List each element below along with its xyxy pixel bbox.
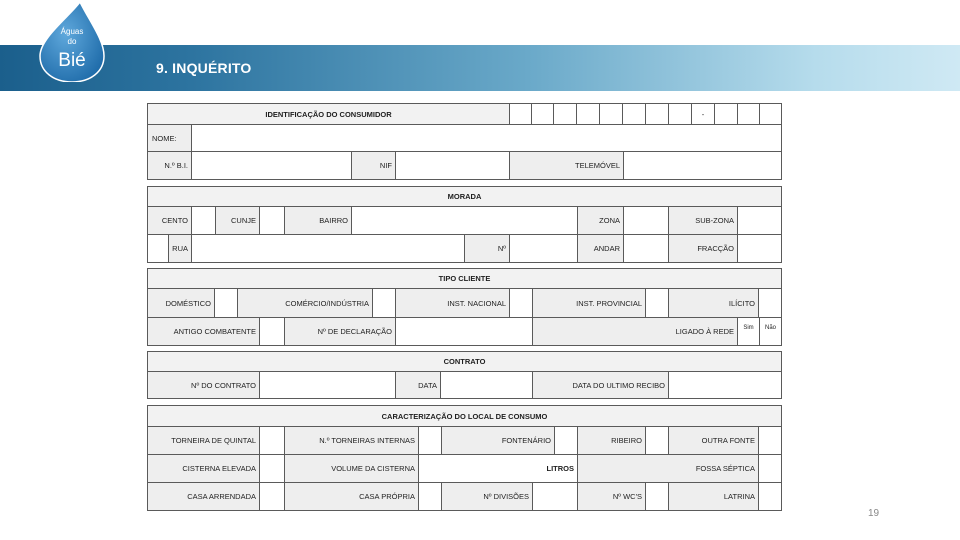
fraccao-label: FRACÇÃO xyxy=(668,234,738,263)
torneiras-internas-field[interactable] xyxy=(418,426,442,455)
rua-field[interactable] xyxy=(191,234,465,263)
casa-arrendada-checkbox[interactable] xyxy=(259,482,285,511)
numero-field[interactable] xyxy=(509,234,578,263)
id-digit-box[interactable] xyxy=(737,103,760,125)
bairro-label: BAIRRO xyxy=(284,206,352,235)
fontenario-checkbox[interactable] xyxy=(554,426,578,455)
inst-provincial-checkbox[interactable] xyxy=(645,288,669,318)
telemovel-field[interactable] xyxy=(623,151,782,180)
ribeiro-checkbox[interactable] xyxy=(645,426,669,455)
inst-provincial-label: INST. PROVINCIAL xyxy=(532,288,646,318)
data-label: DATA xyxy=(395,371,441,399)
cisterna-elevada-checkbox[interactable] xyxy=(259,454,285,483)
domestico-checkbox[interactable] xyxy=(214,288,238,318)
subzona-label: SUB-ZONA xyxy=(668,206,738,235)
nome-field[interactable] xyxy=(191,124,782,152)
declaracao-field[interactable] xyxy=(395,317,533,346)
comercio-checkbox[interactable] xyxy=(372,288,396,318)
antigo-combatente-checkbox[interactable] xyxy=(259,317,285,346)
id-digit-box[interactable] xyxy=(531,103,554,125)
id-digit-box[interactable] xyxy=(553,103,577,125)
id-dash: - xyxy=(691,103,715,125)
section-heading-contrato: CONTRATO xyxy=(147,351,782,372)
subzona-field[interactable] xyxy=(737,206,782,235)
numero-contrato-field[interactable] xyxy=(259,371,396,399)
id-digit-box[interactable] xyxy=(576,103,600,125)
zona-field[interactable] xyxy=(623,206,669,235)
ilicito-checkbox[interactable] xyxy=(758,288,782,318)
logo-text-bie: Bié xyxy=(58,50,86,71)
id-digit-box[interactable] xyxy=(599,103,623,125)
id-digit-box[interactable] xyxy=(668,103,692,125)
telemovel-label: TELEMÓVEL xyxy=(509,151,624,180)
wcs-field[interactable] xyxy=(645,482,669,511)
section-heading-local-consumo: CARACTERIZAÇÃO DO LOCAL DE CONSUMO xyxy=(147,405,782,427)
inst-nacional-label: INST. NACIONAL xyxy=(395,288,510,318)
cento-label: CENTO xyxy=(147,206,192,235)
ultimo-recibo-field[interactable] xyxy=(668,371,782,399)
ligado-sim-option[interactable]: Sim xyxy=(737,317,760,346)
logo-text-do: do xyxy=(67,37,77,46)
casa-propria-checkbox[interactable] xyxy=(418,482,442,511)
cunje-label: CUNJE xyxy=(215,206,260,235)
torneira-quintal-checkbox[interactable] xyxy=(259,426,285,455)
nbi-label: N.º B.I. xyxy=(147,151,192,180)
latrina-label: LATRINA xyxy=(668,482,759,511)
nif-label: NIF xyxy=(351,151,396,180)
ribeiro-label: RIBEIRO xyxy=(577,426,646,455)
nome-label: NOME: xyxy=(147,124,192,152)
zona-label: ZONA xyxy=(577,206,624,235)
fontenario-label: FONTENÁRIO xyxy=(441,426,555,455)
numero-contrato-label: Nº DO CONTRATO xyxy=(147,371,260,399)
id-digit-box[interactable] xyxy=(622,103,646,125)
section-heading-identificacao: IDENTIFICAÇÃO DO CONSUMIDOR xyxy=(147,103,510,125)
nif-field[interactable] xyxy=(395,151,510,180)
section-heading-morada: MORADA xyxy=(147,186,782,207)
casa-arrendada-label: CASA ARRENDADA xyxy=(147,482,260,511)
torneiras-internas-label: N.º TORNEIRAS INTERNAS xyxy=(284,426,419,455)
inst-nacional-checkbox[interactable] xyxy=(509,288,533,318)
section-heading-tipo-cliente: TIPO CLIENTE xyxy=(147,268,782,289)
rua-blank xyxy=(147,234,169,263)
domestico-label: DOMÉSTICO xyxy=(147,288,215,318)
volume-cisterna-field[interactable]: LITROS xyxy=(418,454,578,483)
casa-propria-label: CASA PRÓPRIA xyxy=(284,482,419,511)
antigo-combatente-label: ANTIGO COMBATENTE xyxy=(147,317,260,346)
wcs-label: Nº WC'S xyxy=(577,482,646,511)
cunje-checkbox[interactable] xyxy=(259,206,285,235)
cento-checkbox[interactable] xyxy=(191,206,216,235)
outra-fonte-checkbox[interactable] xyxy=(758,426,782,455)
bairro-field[interactable] xyxy=(351,206,578,235)
ligado-rede-label: LIGADO À REDE xyxy=(532,317,738,346)
divisoes-field[interactable] xyxy=(532,482,578,511)
ilicito-label: ILÍCITO xyxy=(668,288,759,318)
slide-title: 9. INQUÉRITO xyxy=(156,60,252,76)
outra-fonte-label: OUTRA FONTE xyxy=(668,426,759,455)
torneira-quintal-label: TORNEIRA DE QUINTAL xyxy=(147,426,260,455)
andar-label: ANDAR xyxy=(577,234,624,263)
fossa-septica-label: FOSSA SÉPTICA xyxy=(577,454,759,483)
id-digit-box[interactable] xyxy=(714,103,738,125)
declaracao-label: Nº DE DECLARAÇÃO xyxy=(284,317,396,346)
divisoes-label: Nº DIVISÕES xyxy=(441,482,533,511)
rua-label: RUA xyxy=(168,234,192,263)
andar-field[interactable] xyxy=(623,234,669,263)
logo-text-aguas: Águas xyxy=(60,27,84,36)
nbi-field[interactable] xyxy=(191,151,352,180)
id-digit-box[interactable] xyxy=(509,103,532,125)
ligado-nao-option[interactable]: Não xyxy=(759,317,782,346)
cisterna-elevada-label: CISTERNA ELEVADA xyxy=(147,454,260,483)
latrina-checkbox[interactable] xyxy=(758,482,782,511)
comercio-label: COMÉRCIO/INDÚSTRIA xyxy=(237,288,373,318)
id-digit-box[interactable] xyxy=(759,103,782,125)
ultimo-recibo-label: DATA DO ULTIMO RECIBO xyxy=(532,371,669,399)
volume-cisterna-label: VOLUME DA CISTERNA xyxy=(284,454,419,483)
data-field[interactable] xyxy=(440,371,533,399)
numero-label: Nº xyxy=(464,234,510,263)
id-digit-box[interactable] xyxy=(645,103,669,125)
fraccao-field[interactable] xyxy=(737,234,782,263)
fossa-septica-checkbox[interactable] xyxy=(758,454,782,483)
page-number: 19 xyxy=(868,508,880,519)
